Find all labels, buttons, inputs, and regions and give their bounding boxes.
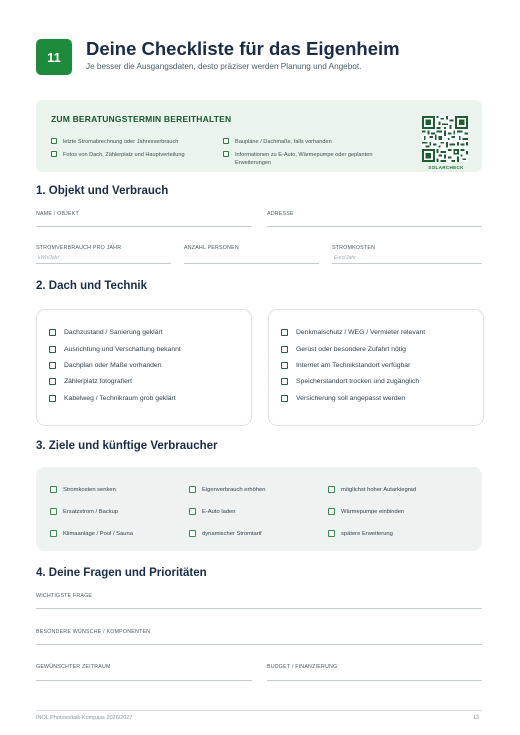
goal-item[interactable] [189, 530, 262, 537]
goal-item-label: dynamischer Stromtarif [202, 530, 262, 537]
field-label-name: NAME / OBJEKT [36, 211, 79, 217]
roof-item-label: Internet am Technikstandort verfügbar [296, 362, 411, 369]
appointment-item[interactable] [51, 151, 185, 159]
checkbox[interactable] [49, 395, 56, 402]
goal-item[interactable] [50, 508, 118, 515]
checkbox[interactable] [281, 378, 288, 385]
goal-item[interactable] [189, 486, 266, 493]
timeframe-field[interactable] [36, 680, 252, 681]
checkbox[interactable] [49, 346, 56, 353]
field-label-persons: ANZAHL PERSONEN [184, 245, 239, 251]
section-title-dach: 2. Dach und Technik [36, 280, 147, 292]
goal-item-label: Klimaanlage / Pool / Sauna [63, 530, 133, 537]
roof-item-label: Dachplan oder Maße vorhanden [64, 362, 162, 369]
checkbox[interactable] [281, 395, 288, 402]
appointment-item-label: Baupläne / Dachmaße, falls vorhanden [235, 139, 332, 145]
field-label-wishes: BESONDERE WÜNSCHE / KOMPONENTEN [36, 629, 151, 635]
roof-item[interactable] [281, 362, 410, 369]
roof-item-label: Kabelweg / Technikraum grob geklärt [64, 395, 176, 402]
roof-item-label: Gerüst oder besondere Zufahrt nötig [296, 346, 406, 353]
budget-field[interactable] [267, 680, 482, 681]
section-title-fragen: 4. Deine Fragen und Prioritäten [36, 567, 207, 579]
checkbox[interactable] [49, 362, 56, 369]
wishes-field[interactable] [36, 644, 482, 645]
roof-item[interactable] [49, 346, 181, 353]
checkbox[interactable] [51, 138, 57, 144]
page-number-badge [36, 39, 72, 75]
goal-item-label: Stromkosten senken [63, 486, 116, 493]
goal-item[interactable] [50, 486, 116, 493]
checkbox[interactable] [223, 151, 229, 157]
goal-item[interactable] [50, 530, 133, 537]
goal-item-label: spätere Erweiterung [341, 530, 393, 537]
checkbox[interactable] [223, 138, 229, 144]
roof-item-label: Ausrichtung und Verschattung bekannt [64, 346, 181, 353]
consumption-field[interactable] [36, 263, 171, 264]
appointment-item-label: Fotos von Dach, Zählerplatz und Hauptverteilung [63, 152, 185, 158]
field-label-budget: BUDGET / FINANZIERUNG [267, 664, 338, 670]
field-label-timeframe: GEWÜNSCHTER ZEITRAUM [36, 664, 111, 670]
goal-item[interactable] [189, 508, 236, 515]
goal-item[interactable] [328, 508, 404, 515]
roof-item-label: Denkmalschutz / WEG / Vermieter relevant [296, 329, 426, 336]
roof-item-label: Dachzustand / Sanierung geklärt [64, 329, 163, 336]
field-label-address: ADRESSE [267, 211, 294, 217]
roof-item[interactable] [281, 346, 406, 353]
roof-item-label: Versicherung soll angepasst werden [296, 395, 406, 402]
checkbox[interactable] [49, 329, 56, 336]
goal-item[interactable] [328, 530, 393, 537]
qr-code-icon[interactable] [422, 116, 468, 162]
checkbox[interactable] [328, 508, 335, 515]
roof-item[interactable] [49, 395, 176, 402]
question-field[interactable] [36, 608, 482, 609]
roof-item[interactable] [49, 329, 163, 336]
roof-item[interactable] [281, 329, 425, 336]
appointment-item[interactable] [51, 138, 178, 146]
section-title-objekt: 1. Objekt und Verbrauch [36, 185, 169, 197]
page-title: Deine Checkliste für das Eigenheim [86, 38, 400, 59]
appointment-item[interactable] [223, 138, 332, 146]
appointment-item-label: Informationen zu E-Auto, Wärmepumpe oder geplanten Erweiterungen [235, 152, 373, 166]
appointment-item-label: letzte Stromabrechnung oder Jahresverbrauch [63, 139, 179, 145]
checkbox[interactable] [49, 378, 56, 385]
field-label-consumption: STROMVERBRAUCH PRO JAHR [36, 245, 122, 251]
roof-item[interactable] [49, 362, 161, 369]
roof-item[interactable] [281, 395, 405, 402]
goal-item-label: möglichst hoher Autarkiegrad [341, 486, 417, 493]
footer-divider [36, 710, 482, 711]
checkbox[interactable] [189, 530, 196, 537]
checkbox[interactable] [51, 151, 57, 157]
unit-kwh: kWh/Jahr [38, 255, 60, 261]
checkbox[interactable] [189, 486, 196, 493]
address-field[interactable] [267, 226, 482, 227]
page-subtitle: Je besser die Ausgangsdaten, desto präziser werden Planung und Angebot. [86, 62, 362, 71]
checkbox[interactable] [50, 486, 57, 493]
field-label-costs: STROMKOSTEN [332, 245, 376, 251]
name-field[interactable] [36, 226, 252, 227]
unit-euro: Euro/Jahr [334, 255, 356, 261]
goal-item-label: E-Auto laden [202, 508, 236, 515]
page-number: 11 [47, 49, 61, 65]
appointment-heading: ZUM BERATUNGSTERMIN BEREITHALTEN [51, 114, 232, 124]
goal-item-label: Wärmepumpe einbinden [341, 508, 405, 515]
checkbox[interactable] [50, 508, 57, 515]
roof-item[interactable] [281, 378, 419, 385]
checkbox[interactable] [328, 486, 335, 493]
footer-page-number: 13 [473, 715, 480, 721]
roof-item[interactable] [49, 378, 132, 385]
checkbox[interactable] [328, 530, 335, 537]
persons-field[interactable] [184, 263, 319, 264]
checkbox[interactable] [50, 530, 57, 537]
checkbox[interactable] [281, 329, 288, 336]
roof-item-label: Speicherstandort trocken und zugänglich [296, 378, 420, 385]
field-label-question: WICHTIGSTE FRAGE [36, 593, 93, 599]
checkbox[interactable] [281, 346, 288, 353]
checkbox[interactable] [281, 362, 288, 369]
qr-caption: SOLARCHECK [428, 165, 464, 170]
footer-publication: INOL Photovoltaik-Kompass 2026/2027 [36, 715, 133, 721]
appointment-item[interactable] [223, 151, 403, 167]
goal-item[interactable] [328, 486, 416, 493]
costs-field[interactable] [332, 263, 482, 264]
checkbox[interactable] [189, 508, 196, 515]
roof-item-label: Zählerplatz fotografiert [64, 378, 133, 385]
goal-item-label: Ersatzstrom / Backup [63, 508, 119, 515]
section-title-ziele: 3. Ziele und künftige Verbraucher [36, 440, 218, 452]
goal-item-label: Eigenverbrauch erhöhen [202, 486, 266, 493]
